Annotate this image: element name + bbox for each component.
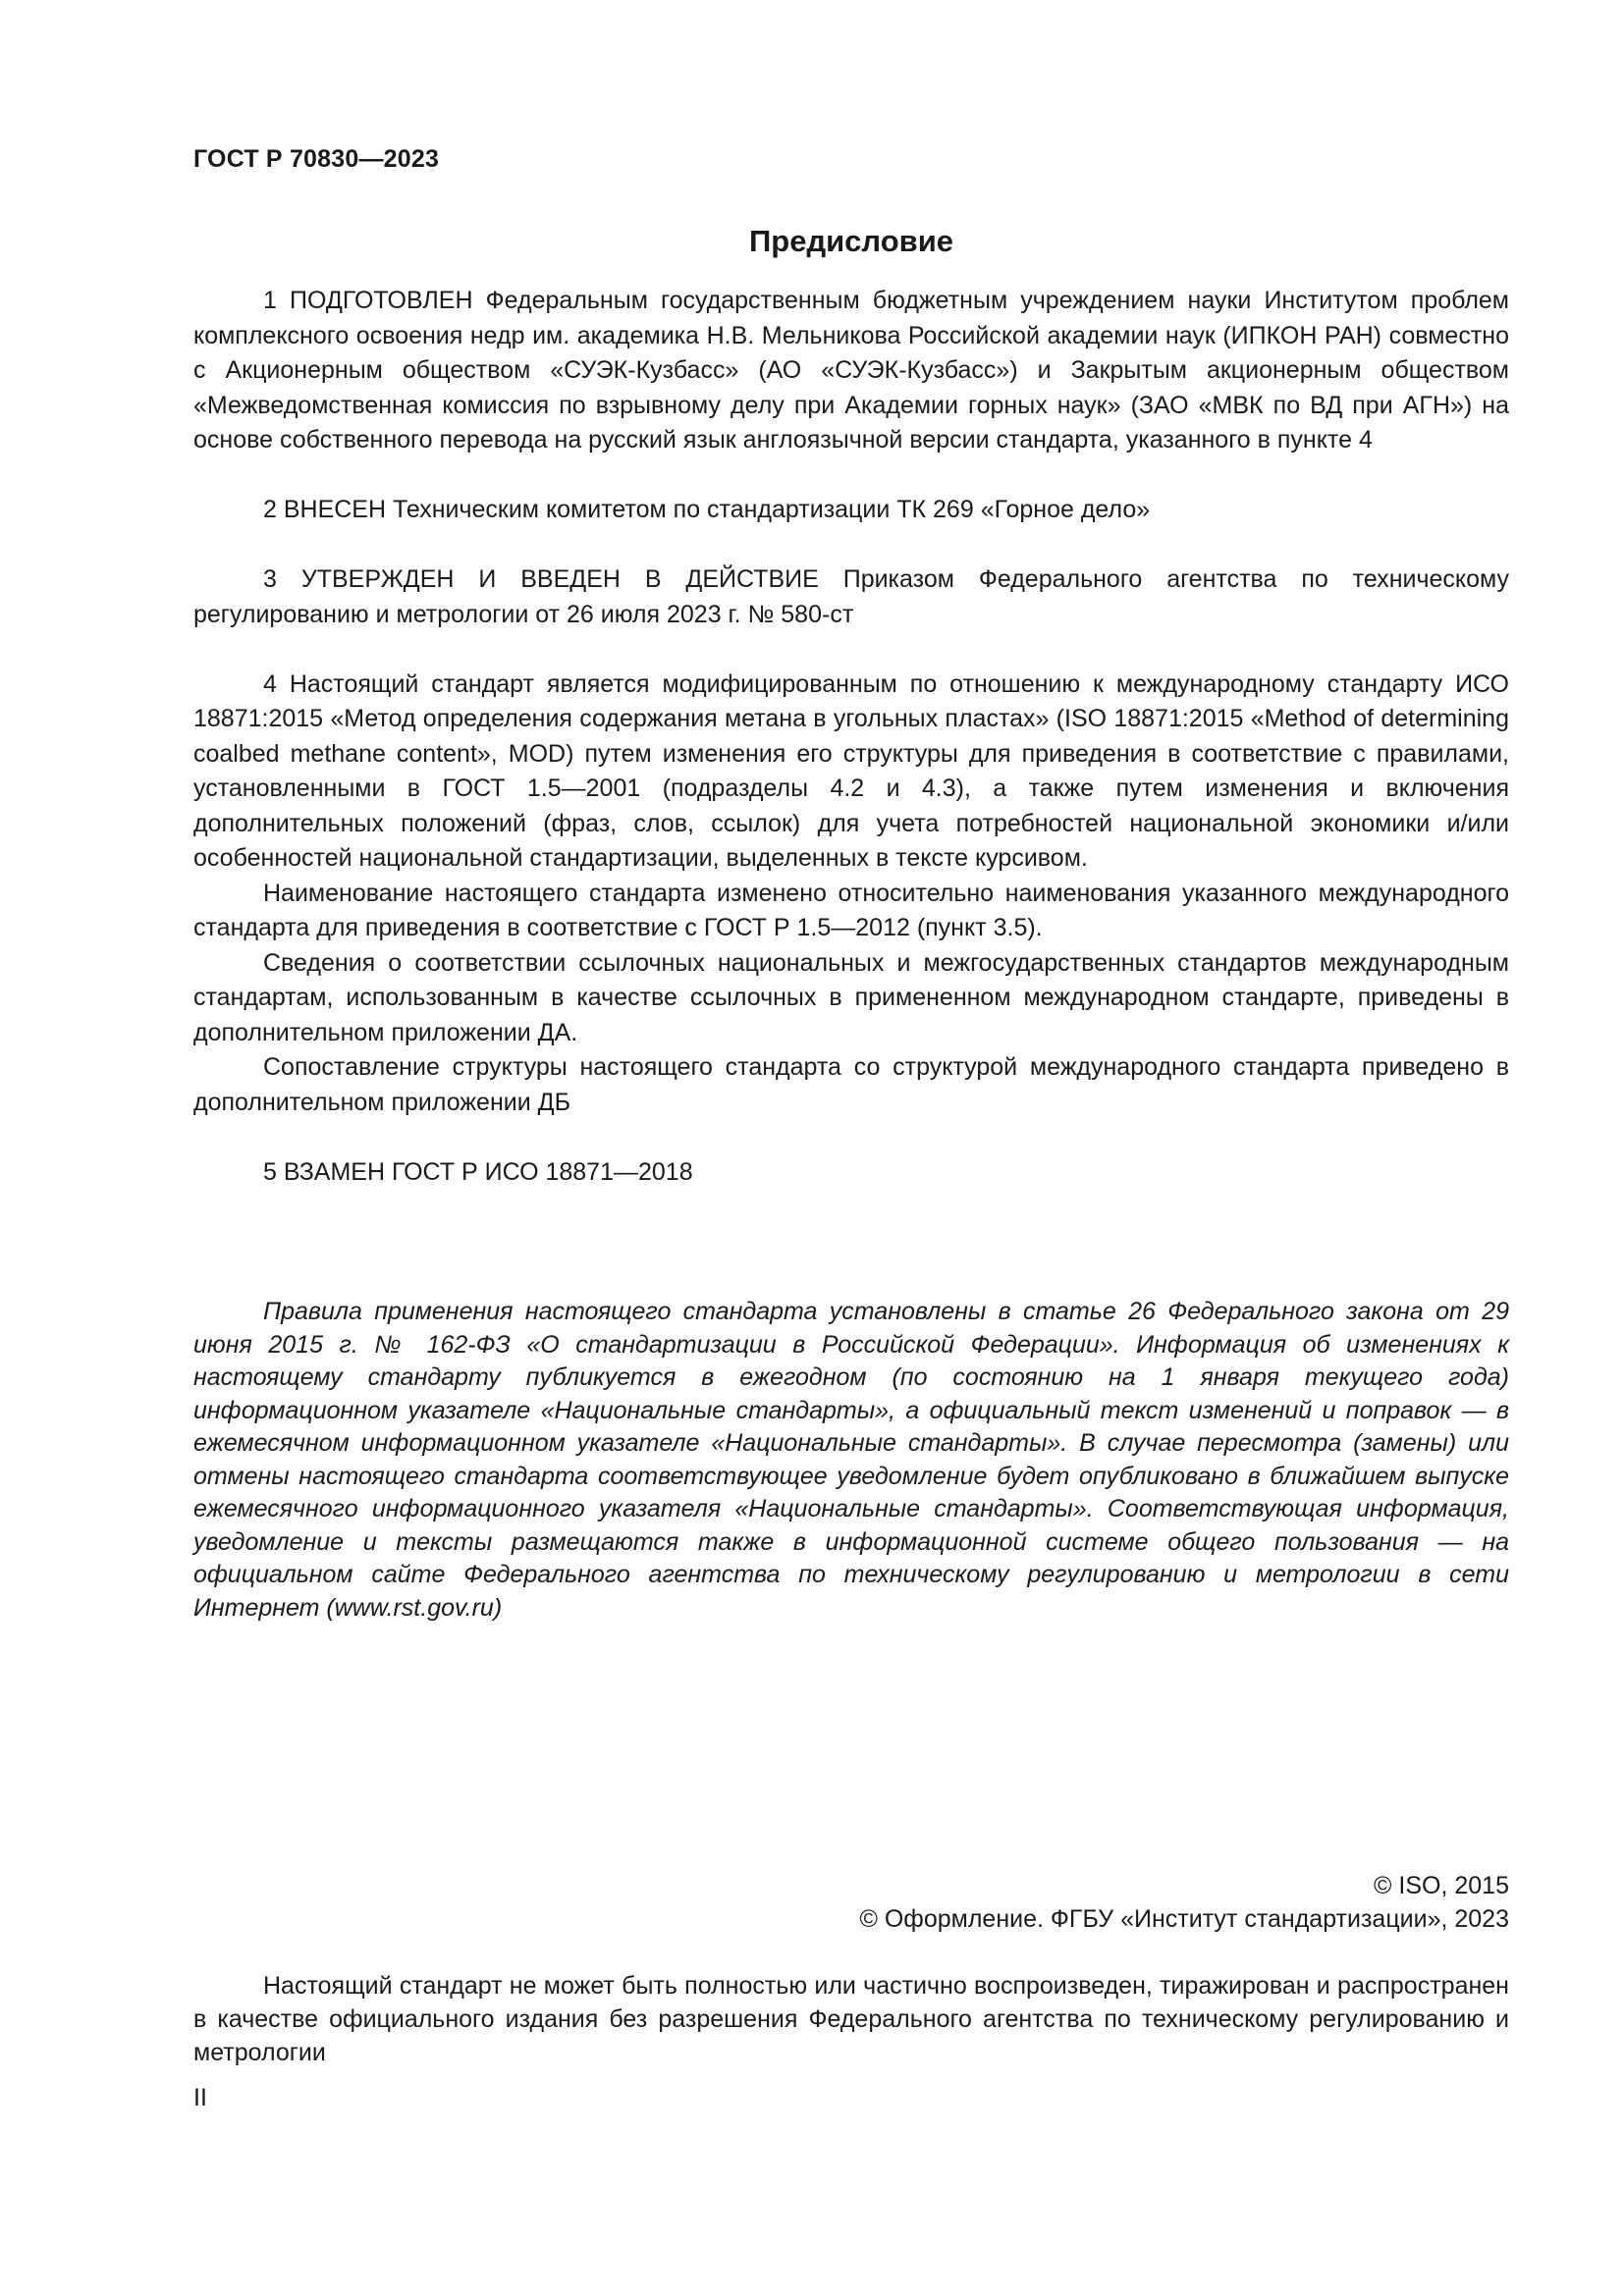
paragraph-approved: 3 УТВЕРЖДЕН И ВВЕДЕН В ДЕЙСТВИЕ Приказом Федерального агентства по техническому регулированию и метрологии от 26 июля 2023 г. № 580-ст: [193, 565, 1509, 628]
paragraph-prepared: 1 ПОДГОТОВЛЕН Федеральным государственным бюджетным учреждением науки Институтом проблем комплексного освоения недр им. академика Н.В. Мельникова Российской академии наук (ИПКОН РАН) совместно с Акционерным обществом «СУЭК-Кузбасс» (АО «СУЭК-Кузбасс») и Закрытым акционерным обществом «Межведомственная комиссия по взрывному делу при Академии горных наук» (ЗАО «МВК по ВД при АГН») на основе собственного перевода на русский язык англоязычной версии стандарта, указанного в пункте 4: [193, 287, 1509, 454]
copyright-block: [859, 1870, 1509, 1936]
foreword-body: [193, 284, 1509, 1190]
paragraph-replaces: 5 ВЗАМЕН ГОСТ Р ИСО 18871—2018: [263, 1157, 693, 1186]
paragraph-title-changed: Наименование настоящего стандарта изменено относительно наименования указанного международного стандарта для приведения в соответствие с ГОСТ Р 1.5—2012 (пункт 3.5).: [193, 879, 1509, 941]
page-number: II: [193, 2084, 207, 2111]
copyright-design: © Оформление. ФГБУ «Институт стандартизации», 2023: [859, 1904, 1509, 1933]
document-code: ГОСТ Р 70830—2023: [193, 145, 440, 173]
reproduction-rights-notice: Настоящий стандарт не может быть полностью или частично воспроизведен, тиражирован и распространен в качестве официального издания без разрешения Федерального агентства по техническому регулированию и метрологии: [193, 1972, 1509, 2066]
paragraph-modified: 4 Настоящий стандарт является модифицированным по отношению к международному стандарту ИСО 18871:2015 «Метод определения содержания метана в угольных пластах» (ISO 18871:2015 «Method of determining coalbed methane content», MOD) путем изменения его структуры для приведения в соответствие с правилами, установленными в ГОСТ 1.5—2001 (подразделы 4.2 и 4.3), а также путем изменения и включения дополнительных положений (фраз, слов, ссылок) для учета потребностей национальной экономики и/или особенностей национальной стандартизации, выделенных в тексте курсивом.: [193, 669, 1509, 872]
copyright-iso: © ISO, 2015: [1374, 1872, 1509, 1899]
page-title: Предисловие: [748, 224, 953, 258]
paragraph-references: Сведения о соответствии ссылочных национальных и межгосударственных стандартов международным стандартам, использованным в качестве ссылочных в примененном международном стандарте, приведены в дополнительном приложении ДА.: [193, 948, 1509, 1046]
paragraph-submitted: 2 ВНЕСЕН Техническим комитетом по стандартизации ТК 269 «Горное дело»: [263, 496, 1151, 523]
application-rules-notice: Правила применения настоящего стандарта установлены в статье 26 Федерального закона от 29 июня 2015 г. № 162-ФЗ «О стандартизации в Российской Федерации». Информация об изменениях к настоящему стандарту публикуется в ежегодном (по состоянию на 1 января текущего года) информационном указателе «Национальные стандарты», а официальный текст изменений и поправок — в ежемесячном информационном указателе «Национальные стандарты». В случае пересмотра (замены) или отмены настоящего стандарта соответствующее уведомление будет опубликовано в ближайшем выпуске ежемесячного информационного указателя «Национальные стандарты». Соответствующая информация, уведомление и тексты размещаются также в информационной системе общего пользования — на официальном сайте Федерального агентства по техническому регулированию и метрологии в сети Интернет (www.rst.gov.ru): [193, 1298, 1509, 1622]
paragraph-structure: Сопоставление структуры настоящего стандарта со структурой международного стандарта приведено в дополнительном приложении ДБ: [193, 1053, 1509, 1116]
